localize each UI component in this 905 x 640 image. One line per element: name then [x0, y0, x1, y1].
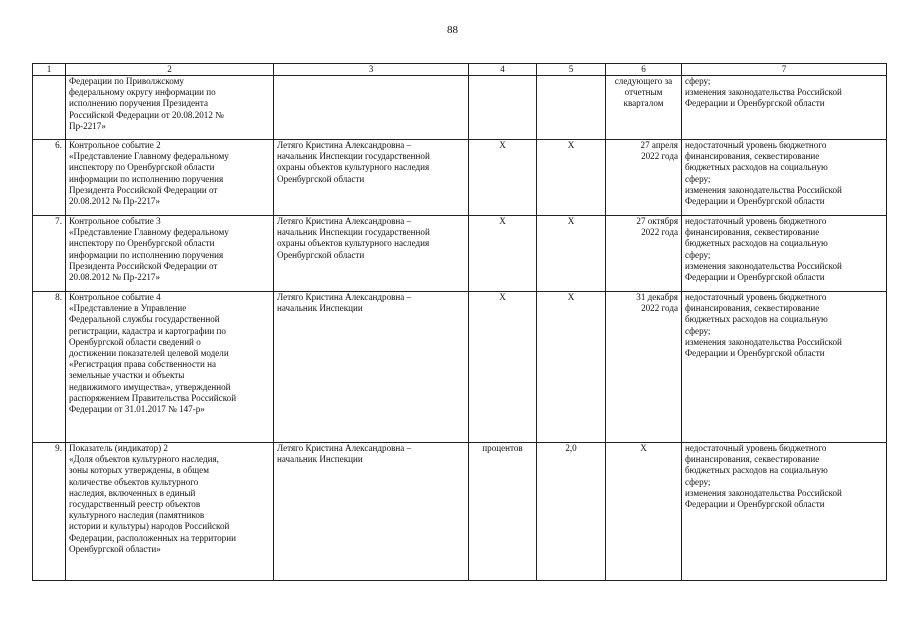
- table-row: [33, 140, 887, 216]
- value-cell: Х: [537, 140, 606, 216]
- row-number: 8.: [33, 292, 66, 443]
- responsible-person: Летяго Кристина Александровна – начальник Инспекции: [274, 292, 469, 443]
- risks-cell: недостаточный уровень бюджетного финансирования, секвестирование бюджетных расходов на социальную сферу; изменения законодательства Российской Федерации и Оренбургской области: [682, 443, 887, 581]
- event-description: Контрольное событие 3 «Представление Главному федеральному инспектору по Оренбургской области информации по исполнению поручения Президента Российской Федерации от 20.08.2012 № Пр-2217»: [66, 216, 274, 292]
- table-row: [33, 76, 887, 140]
- plan-table: [32, 63, 887, 581]
- page-number: 88: [447, 24, 458, 36]
- header-col-6: 6: [606, 64, 682, 76]
- header-col-4: 4: [469, 64, 537, 76]
- responsible-person: [274, 76, 469, 140]
- table-row: [33, 216, 887, 292]
- responsible-person: Летяго Кристина Александровна – начальник Инспекции: [274, 443, 469, 581]
- table-row: [33, 443, 887, 581]
- row-number: 7.: [33, 216, 66, 292]
- risks-cell: недостаточный уровень бюджетного финансирования, секвестирование бюджетных расходов на социальную сферу; изменения законодательства Российской Федерации и Оренбургской области: [682, 140, 887, 216]
- deadline-cell: 27 октября 2022 года: [606, 216, 682, 292]
- deadline-cell: 27 апреля 2022 года: [606, 140, 682, 216]
- event-description: Контрольное событие 4 «Представление в Управление Федеральной службы государственной регистрации, кадастра и картографии по Оренбургской области сведений о достижении показателей целевой модели «Регистрация права собственности на земельные участки и объекты недвижимого имущества», утвержденной распоряжением Правительства Российской Федерации от 31.01.2017 № 147-р»: [66, 292, 274, 443]
- deadline-cell: Х: [606, 443, 682, 581]
- unit-cell: Х: [469, 140, 537, 216]
- risks-cell: сферу; изменения законодательства Российской Федерации и Оренбургской области: [682, 76, 887, 140]
- unit-cell: Х: [469, 292, 537, 443]
- table-row: [33, 292, 887, 443]
- deadline-cell: следующего за отчетным кварталом: [606, 76, 682, 140]
- deadline-cell: 31 декабря 2022 года: [606, 292, 682, 443]
- event-description: Показатель (индикатор) 2 «Доля объектов культурного наследия, зоны которых утверждены, в общем количестве объектов культурного наследия, включенных в единый государственный реестр объектов культурного наследия (памятников истории и культуры) народов Российской Федерации, расположенных на территории Оренбургской области»: [66, 443, 274, 581]
- event-description: Федерации по Приволжскому федеральному округу информации по исполнению поручения Президента Российской Федерации от 20.08.2012 № Пр-2217»: [66, 76, 274, 140]
- row-number: [33, 76, 66, 140]
- header-col-7: 7: [682, 64, 887, 76]
- unit-cell: процентов: [469, 443, 537, 581]
- unit-cell: [469, 76, 537, 140]
- header-col-1: 1: [33, 64, 66, 76]
- value-cell: Х: [537, 216, 606, 292]
- responsible-person: Летяго Кристина Александровна – начальник Инспекции государственной охраны объектов культурного наследия Оренбургской области: [274, 140, 469, 216]
- responsible-person: Летяго Кристина Александровна – начальник Инспекции государственной охраны объектов культурного наследия Оренбургской области: [274, 216, 469, 292]
- header-col-2: 2: [66, 64, 274, 76]
- unit-cell: Х: [469, 216, 537, 292]
- row-number: 9.: [33, 443, 66, 581]
- risks-cell: недостаточный уровень бюджетного финансирования, секвестирование бюджетных расходов на социальную сферу; изменения законодательства Российской Федерации и Оренбургской области: [682, 292, 887, 443]
- value-cell: Х: [537, 292, 606, 443]
- risks-cell: недостаточный уровень бюджетного финансирования, секвестирование бюджетных расходов на социальную сферу; изменения законодательства Российской Федерации и Оренбургской области: [682, 216, 887, 292]
- row-number: 6.: [33, 140, 66, 216]
- header-col-3: 3: [274, 64, 469, 76]
- header-col-5: 5: [537, 64, 606, 76]
- header-row: [33, 64, 887, 76]
- event-description: Контрольное событие 2 «Представление Главному федеральному инспектору по Оренбургской области информации по исполнению поручения Президента Российской Федерации от 20.08.2012 № Пр-2217»: [66, 140, 274, 216]
- value-cell: [537, 76, 606, 140]
- value-cell: 2,0: [537, 443, 606, 581]
